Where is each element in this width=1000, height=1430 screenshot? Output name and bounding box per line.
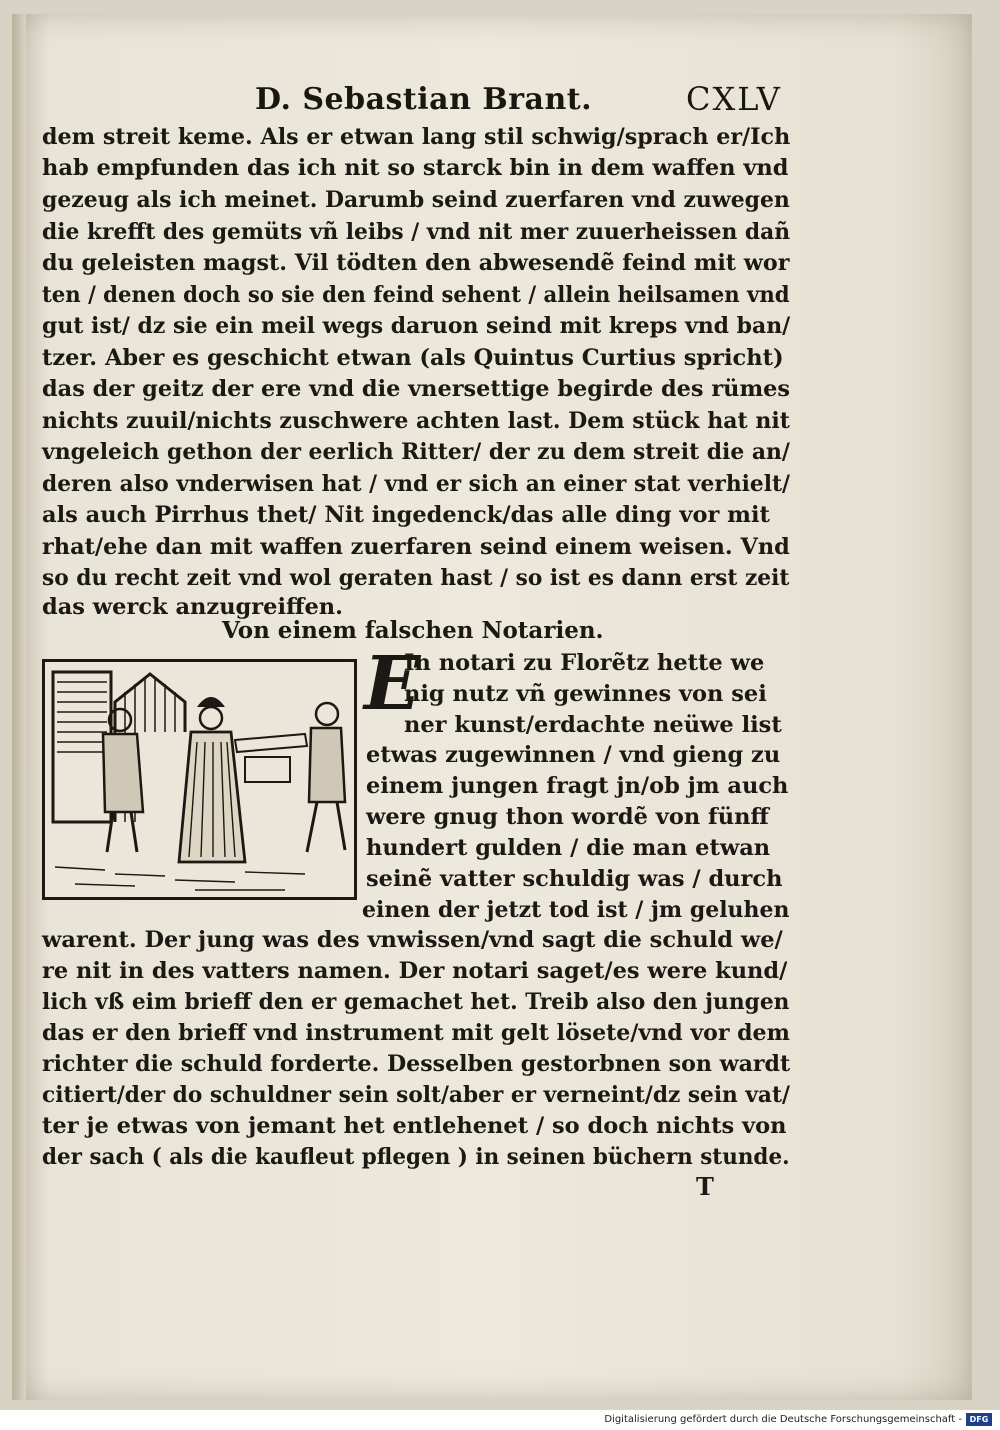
page-header [0, 0, 1000, 130]
text-line: du geleisten magst. Vil tödten den abwesendẽ feind mit wor [42, 250, 790, 276]
text-line: warent. Der jung was des vnwissen/vnd sagt die schuld we/ [42, 927, 783, 953]
catchword: T [696, 1172, 714, 1201]
text-line: dem streit keme. Als er etwan lang stil schwig/sprach er/Ich [42, 124, 791, 150]
text-line: richter die schuld forderte. Desselben gestorbnen son wardt [42, 1051, 791, 1077]
text-line: lich vß eim brieff den er gemachet het. Treib also den jungen [42, 989, 790, 1015]
text-line: so du recht zeit vnd wol geraten hast / so ist es dann erst zeit [42, 565, 790, 591]
text-line: als auch Pirrhus thet/ Nit ingedenck/das alle ding vor mit [42, 502, 770, 528]
text-line: seinẽ vatter schuldig was / durch [366, 866, 783, 892]
text-line: die krefft des gemüts vñ leibs / vnd nit mer zuuerheissen dañ [42, 219, 791, 245]
text-line: etwas zugewinnen / vnd gieng zu [366, 742, 781, 768]
text-line: das werck anzugreiffen. [42, 594, 343, 620]
text-line: nig nutz vñ gewinnes von sei [404, 681, 767, 707]
text-line: der sach ( als die kaufleut pflegen ) in seinen büchern stunde. [42, 1144, 790, 1170]
folio-number: CXLV [686, 80, 782, 118]
text-line: deren also vnderwisen hat / vnd er sich an einer stat verhielt/ [42, 471, 790, 497]
running-head: D. Sebastian Brant. [255, 82, 593, 117]
text-line: ner kunst/erdachte neüwe list [404, 712, 782, 738]
text-line: re nit in des vatters namen. Der notari saget/es were kund/ [42, 958, 788, 984]
woodcut-illustration [42, 659, 357, 900]
text-line: vngeleich gethon der eerlich Ritter/ der zu dem streit die an/ [42, 439, 790, 465]
text-line: das der geitz der ere vnd die vnersettige begirde des rümes [42, 376, 791, 402]
text-line: rhat/ehe dan mit waffen zuerfaren seind einem weisen. Vnd [42, 534, 790, 560]
text-line: ter je etwas von jemant het entlehenet / so doch nichts von [42, 1113, 787, 1139]
funding-credit: Digitalisierung gefördert durch die Deutsche Forschungsgemeinschaft - [604, 1414, 962, 1425]
text-line: das er den brieff vnd instrument mit gelt lösete/vnd vor dem [42, 1020, 790, 1046]
text-line: nichts zuuil/nichts zuschwere achten last. Dem stück hat nit [42, 408, 790, 434]
text-line: hab empfunden das ich nit so starck bin in dem waffen vnd [42, 155, 789, 181]
text-line: einen der jetzt tod ist / jm geluhen [362, 897, 790, 923]
text-line: hundert gulden / die man etwan [366, 835, 771, 861]
text-line: were gnug thon wordẽ von fünff [366, 804, 769, 830]
text-line: gezeug als ich meinet. Darumb seind zuerfaren vnd zuwegen [42, 187, 790, 213]
text-line: In notari zu Florẽtz hette we [404, 650, 765, 676]
text-line: gut ist/ dz sie ein meil wegs daruon seind mit kreps vnd ban/ [42, 313, 791, 339]
text-line: ten / denen doch so sie den feind sehent / allein heilsamen vnd [42, 282, 790, 308]
text-line: einem jungen fragt jn/ob jm auch [366, 773, 789, 799]
text-line: citiert/der do schuldner sein solt/aber er verneint/dz sein vat/ [42, 1082, 790, 1108]
section-heading: Von einem falschen Notarien. [222, 617, 604, 644]
page-gutter [12, 14, 26, 1400]
text-line: tzer. Aber es geschicht etwan (als Quintus Curtius spricht) [42, 345, 784, 371]
dfg-logo: DFG [966, 1413, 992, 1426]
woodcut-drawing [45, 662, 354, 897]
drop-cap-initial: E [364, 641, 421, 727]
